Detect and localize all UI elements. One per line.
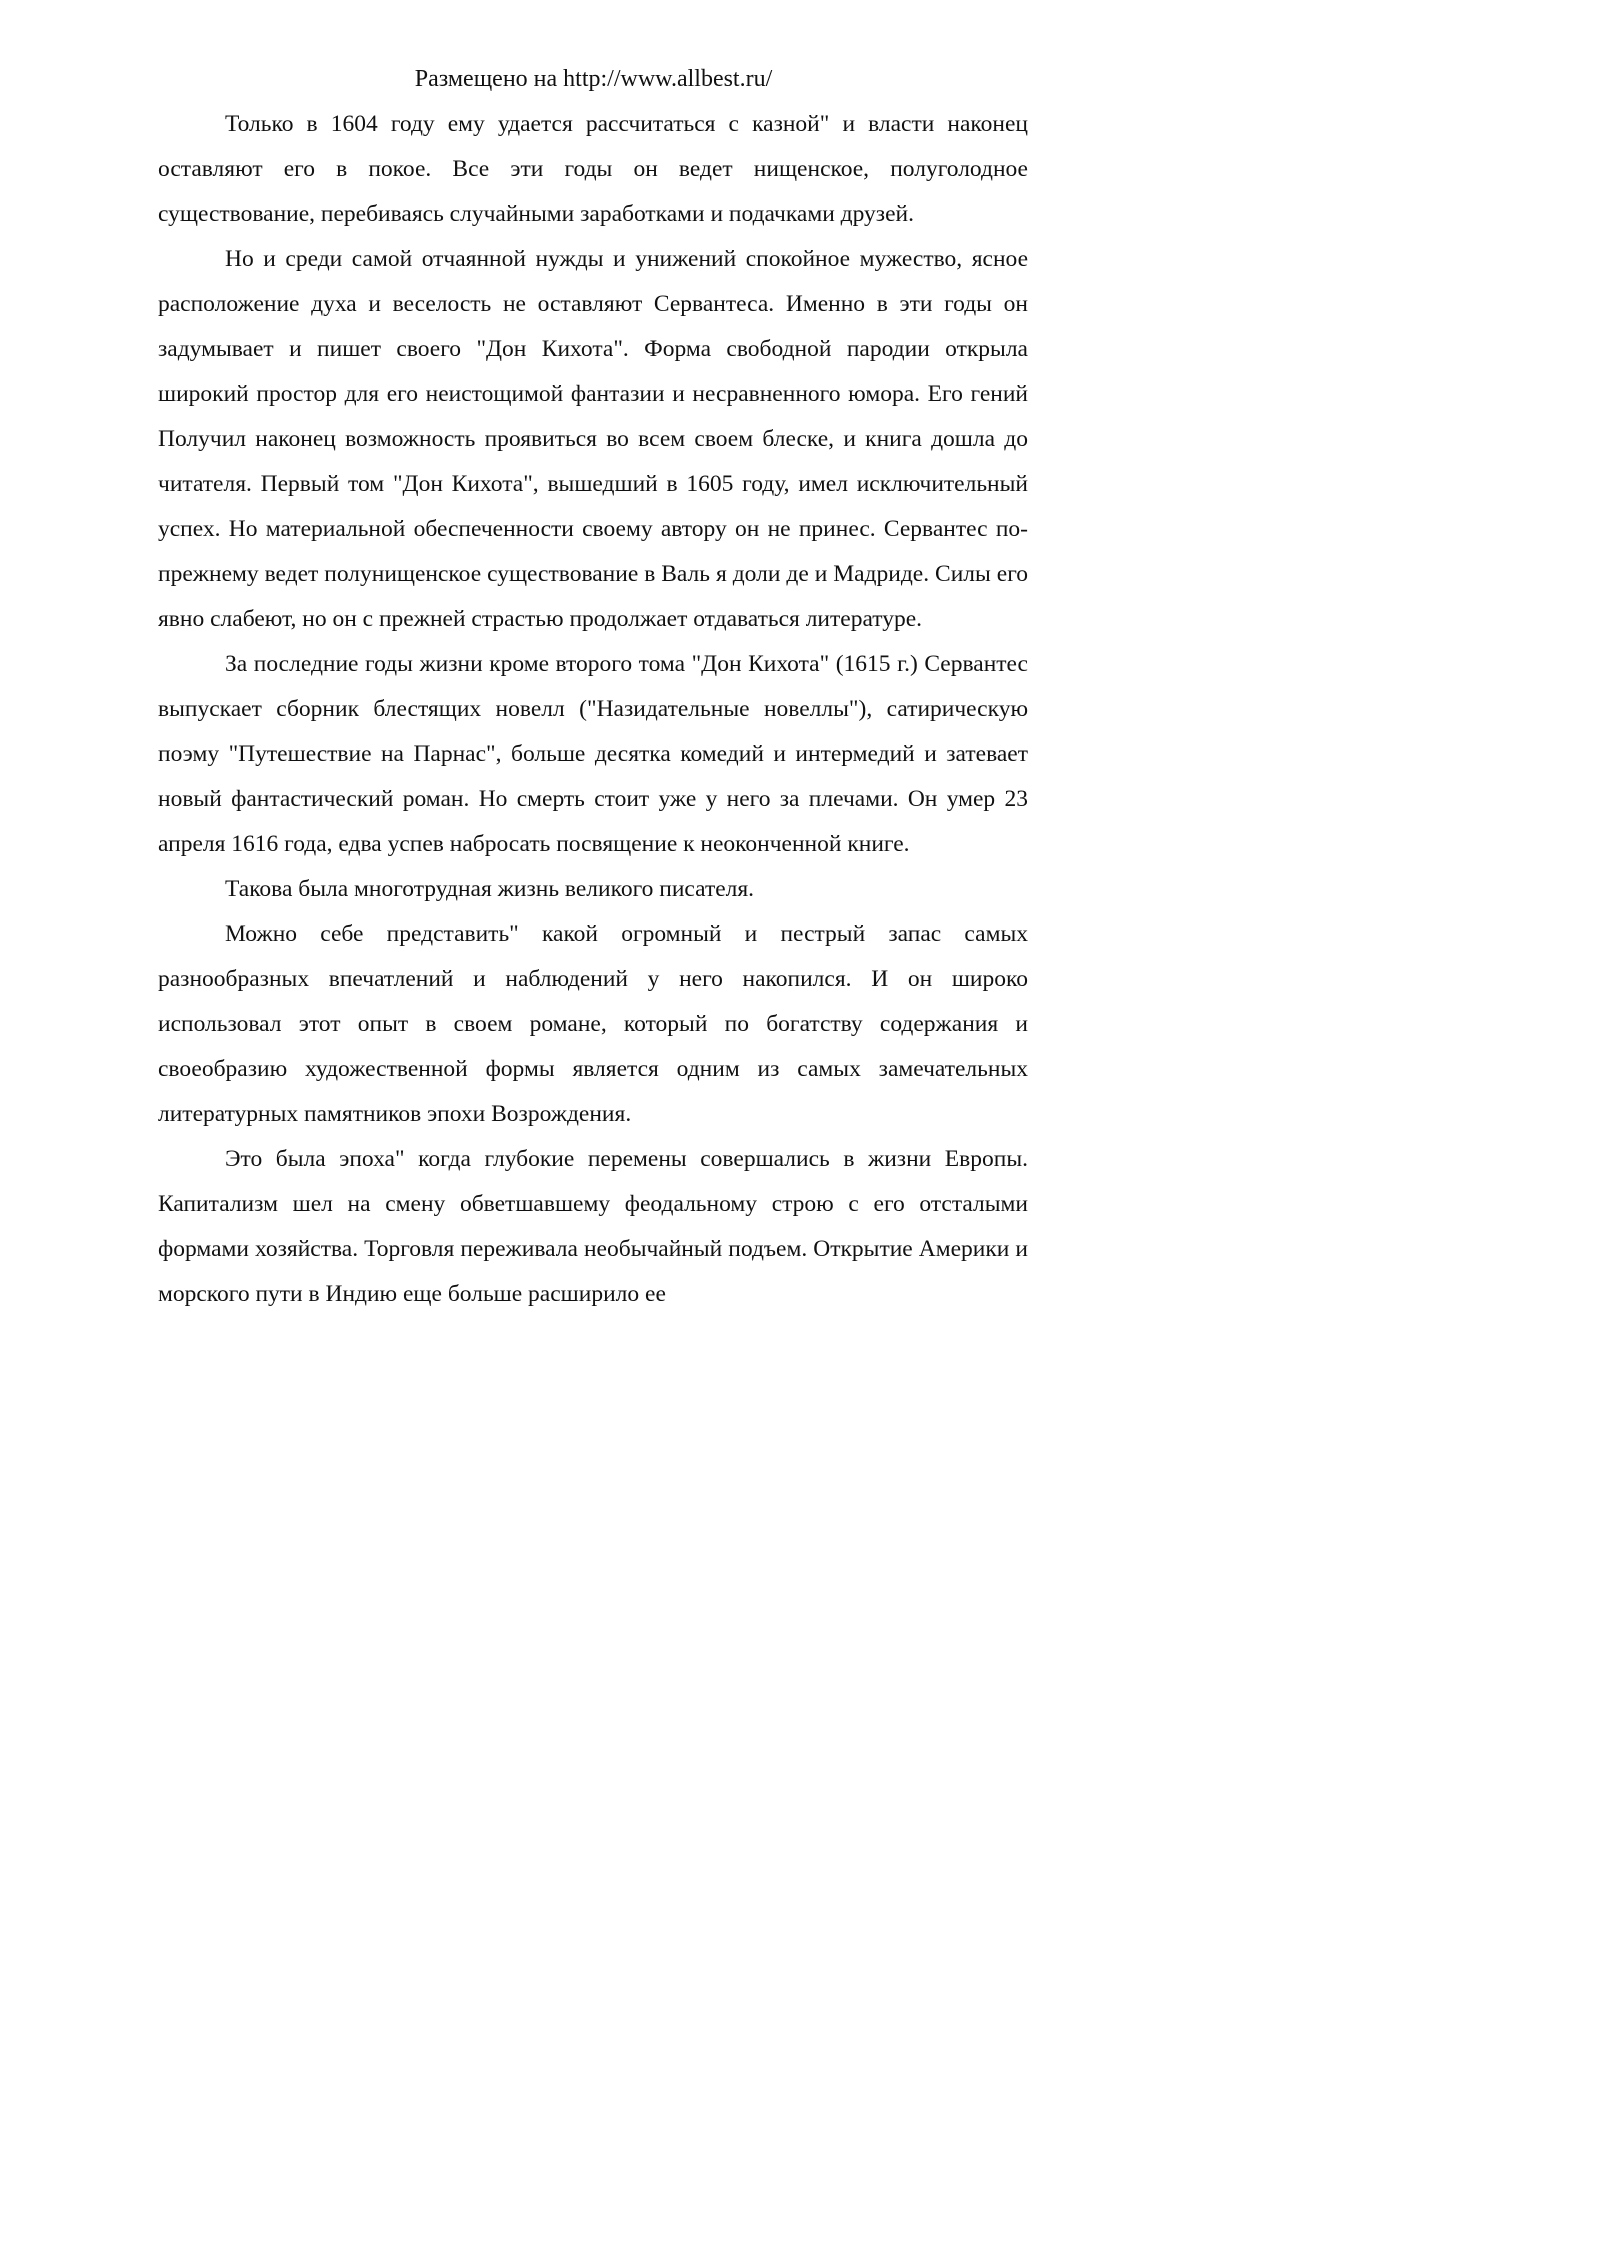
paragraph-3: За последние годы жизни кроме второго тома "Дон Кихота" (1615 г.) Сервантес выпускает сборник блестящих новелл ("Назидательные новеллы"), сатирическую поэму "Путешествие на Парнас", больше десятка комедий и интермедий и затевает новый фантастический роман. Но смерть стоит уже у него за плечами. Он умер 23 апреля 1616 года, едва успев набросать посвящение к неоконченной книге. [158, 651, 1028, 857]
source-header: Размещено на http://www.allbest.ru/ [414, 66, 773, 92]
paragraph-1: Только в 1604 году ему удается рассчитаться с казной" и власти наконец оставляют его в покое. Все эти годы он ведет нищенское, полуголодное существование, перебиваясь случайными заработками и подачками друзей. [158, 111, 1028, 227]
document-page [0, 0, 1102, 1558]
document-body [158, 102, 1028, 1317]
paragraph-4: Такова была многотрудная жизнь великого писателя. [225, 876, 755, 902]
paragraph-2: Но и среди самой отчаянной нужды и унижений спокойное мужество, ясное расположение духа и веселость не оставляют Сервантеса. Именно в эти годы он задумывает и пишет своего "Дон Кихота". Форма свободной пародии открыла широкий простор для его неистощимой фантазии и несравненного юмора. Его гений Получил наконец возможность проявиться во всем своем блеске, и книга дошла до читателя. Первый том "Дон Кихота", вышедший в 1605 году, имел исключительный успех. Но материальной обеспеченности своему автору он не принес. Сервантес по-прежнему ведет полунищенское существование в Валь я доли де и Мадриде. Силы его явно слабеют, но он с прежней страстью продолжает отдаваться литературе. [158, 246, 1028, 632]
paragraph-6: Это была эпоха" когда глубокие перемены совершались в жизни Европы. Капитализм шел на смену обветшавшему феодальному строю с его отсталыми формами хозяйства. Торговля переживала необычайный подъем. Открытие Америки и морского пути в Индию еще больше расширило ее [158, 1146, 1028, 1307]
paragraph-5: Можно себе представить" какой огромный и пестрый запас самых разнообразных впечатлений и наблюдений у него накопился. И он широко использовал этот опыт в своем романе, который по богатству содержания и своеобразию художественной формы является одним из самых замечательных литературных памятников эпохи Возрождения. [158, 921, 1028, 1127]
